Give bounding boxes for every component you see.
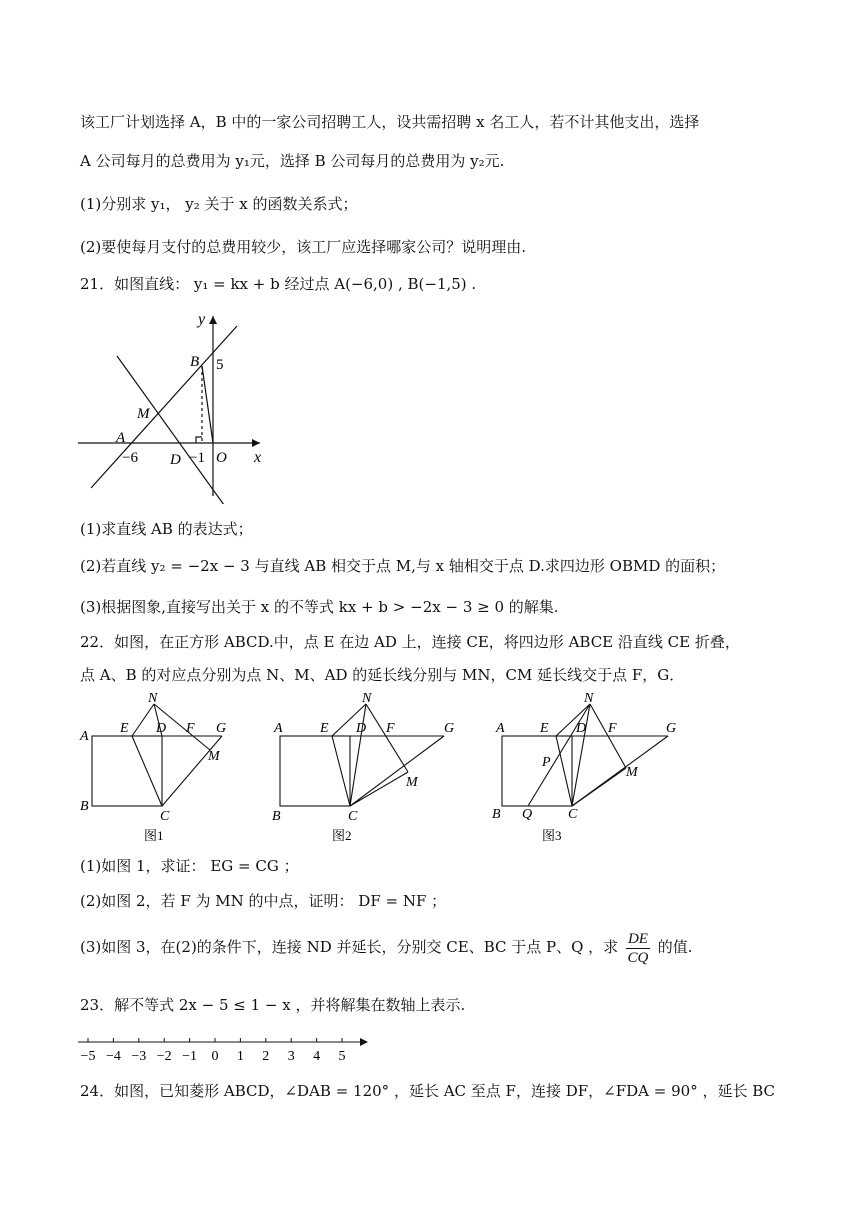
fig3-label-C: C: [568, 807, 578, 822]
fig3-label-P: P: [542, 755, 551, 770]
fig2-label-B: B: [272, 809, 281, 824]
fig21-label-neg6: −6: [122, 450, 138, 466]
q22-figure-1: [76, 688, 236, 848]
fig21-label-neg1: −1: [189, 450, 205, 466]
fig2-label-F: F: [386, 721, 395, 736]
fig1-label-G: G: [216, 721, 227, 736]
q20-line1: 该工厂计划选择 A，B 中的一家公司招聘工人，设共需招聘 x 名工人，若不计其他支出，选择: [80, 113, 700, 131]
q22-part3-pre: (3)如图 3，在(2)的条件下，连接 ND 并延长，分别交 CE、BC 于点 P、Q ，求: [80, 938, 619, 956]
number-line-label: 4: [313, 1049, 321, 1064]
fig21-label-5: 5: [216, 357, 224, 373]
q22-part1: (1)如图 1，求证： EG = CG ；: [80, 857, 299, 875]
fig21-label-D: D: [170, 452, 181, 468]
fig2-label-A: A: [274, 721, 283, 736]
q20-part1: (1)分别求 y₁， y₂ 关于 x 的函数关系式；: [80, 195, 358, 213]
fig2-label-M: M: [406, 775, 418, 790]
fig21-label-A: A: [116, 430, 126, 446]
fig1-label-D: D: [156, 721, 167, 736]
fig2-label-G: G: [444, 721, 455, 736]
q22-line2: 点 A、B 的对应点分别为点 N、M、AD 的延长线分别与 MN，CM 延长线交于点 F，G．: [80, 666, 685, 684]
q22-line1: 22．如图，在正方形 ABCD.中，点 E 在边 AD 上，连接 CE，将四边形 ABCE 沿直线 CE 折叠，: [80, 633, 740, 651]
q20-line2: A 公司每月的总费用为 y₁元，选择 B 公司每月的总费用为 y₂元.: [80, 152, 505, 170]
q22-part2: (2)如图 2，若 F 为 MN 的中点，证明： DF = NF ；: [80, 892, 447, 910]
number-line-label: 0: [211, 1049, 219, 1064]
fig3-label-D: D: [576, 721, 587, 736]
number-line-label: −2: [156, 1049, 172, 1064]
fig21-label-O: O: [216, 450, 227, 466]
number-line-label: −3: [131, 1049, 147, 1064]
fig3-label-N: N: [584, 691, 594, 706]
q22-part3: [80, 928, 693, 967]
q22-figure-2: [268, 688, 458, 848]
q22-part3-post: 的值.: [657, 938, 693, 956]
fig1-label-M: M: [208, 749, 220, 764]
fig3-label-A: A: [496, 721, 505, 736]
fig3-label-F: F: [608, 721, 617, 736]
q23-number-line: [76, 1032, 376, 1072]
fig2-label-C: C: [348, 809, 358, 824]
fig21-label-y: y: [198, 311, 206, 328]
number-line-label: −1: [182, 1049, 198, 1064]
fig1-label-E: E: [120, 721, 129, 736]
number-line-label: 3: [287, 1049, 295, 1064]
fig3-caption: 图3: [542, 828, 562, 843]
q24-line1: 24．如图，已知菱形 ABCD，∠DAB = 120° ，延长 AC 至点 F，连接 DF，∠FDA = 90° ，延长 BC: [80, 1082, 776, 1100]
fig2-label-E: E: [320, 721, 329, 736]
fig3-label-B: B: [492, 807, 501, 822]
fig1-label-N: N: [148, 691, 158, 706]
fig3-label-Q: Q: [522, 807, 533, 822]
fig2-label-D: D: [356, 721, 367, 736]
fig3-label-M: M: [626, 765, 638, 780]
q21-part2: (2)若直线 y₂ = −2x − 3 与直线 AB 相交于点 M,与 x 轴相交于点 D.求四边形 OBMD 的面积；: [80, 557, 726, 575]
fig1-label-A: A: [80, 729, 89, 744]
fig21-label-x: x: [254, 449, 262, 466]
fig2-label-N: N: [362, 691, 372, 706]
number-line-label: −5: [80, 1049, 96, 1064]
number-line-label: −4: [105, 1049, 121, 1064]
number-line-label: 2: [262, 1049, 270, 1064]
fig3-label-E: E: [540, 721, 549, 736]
q23-stem: 23．解不等式 2x − 5 ≤ 1 − x ，并将解集在数轴上表示.: [80, 996, 466, 1014]
q22-figure-3: [488, 688, 688, 848]
fraction-numerator: DE: [627, 930, 648, 947]
fig1-caption: 图1: [144, 828, 164, 843]
q21-part1: (1)求直线 AB 的表达式；: [80, 520, 253, 538]
q20-part2: (2)要使每月支付的总费用较少，该工厂应选择哪家公司？说明理由.: [80, 238, 527, 256]
q21-stem: 21．如图直线： y₁ = kx + b 经过点 A(−6,0) , B(−1,5) .: [80, 275, 477, 293]
number-line-label: 5: [338, 1049, 346, 1064]
number-line-label: 1: [236, 1049, 244, 1064]
fig2-caption: 图2: [332, 828, 352, 843]
fraction-denominator: CQ: [627, 949, 649, 966]
fig3-label-G: G: [666, 721, 677, 736]
fig1-label-F: F: [186, 721, 195, 736]
q21-figure: [74, 304, 274, 504]
q22-part3-fraction: [626, 930, 650, 967]
fig1-label-B: B: [80, 799, 89, 814]
fig21-label-B: B: [190, 354, 200, 370]
fig21-label-M: M: [137, 406, 150, 422]
q21-part3: (3)根据图象,直接写出关于 x 的不等式 kx + b > −2x − 3 ≥ 0 的解集.: [80, 598, 559, 616]
fig1-label-C: C: [160, 809, 170, 824]
